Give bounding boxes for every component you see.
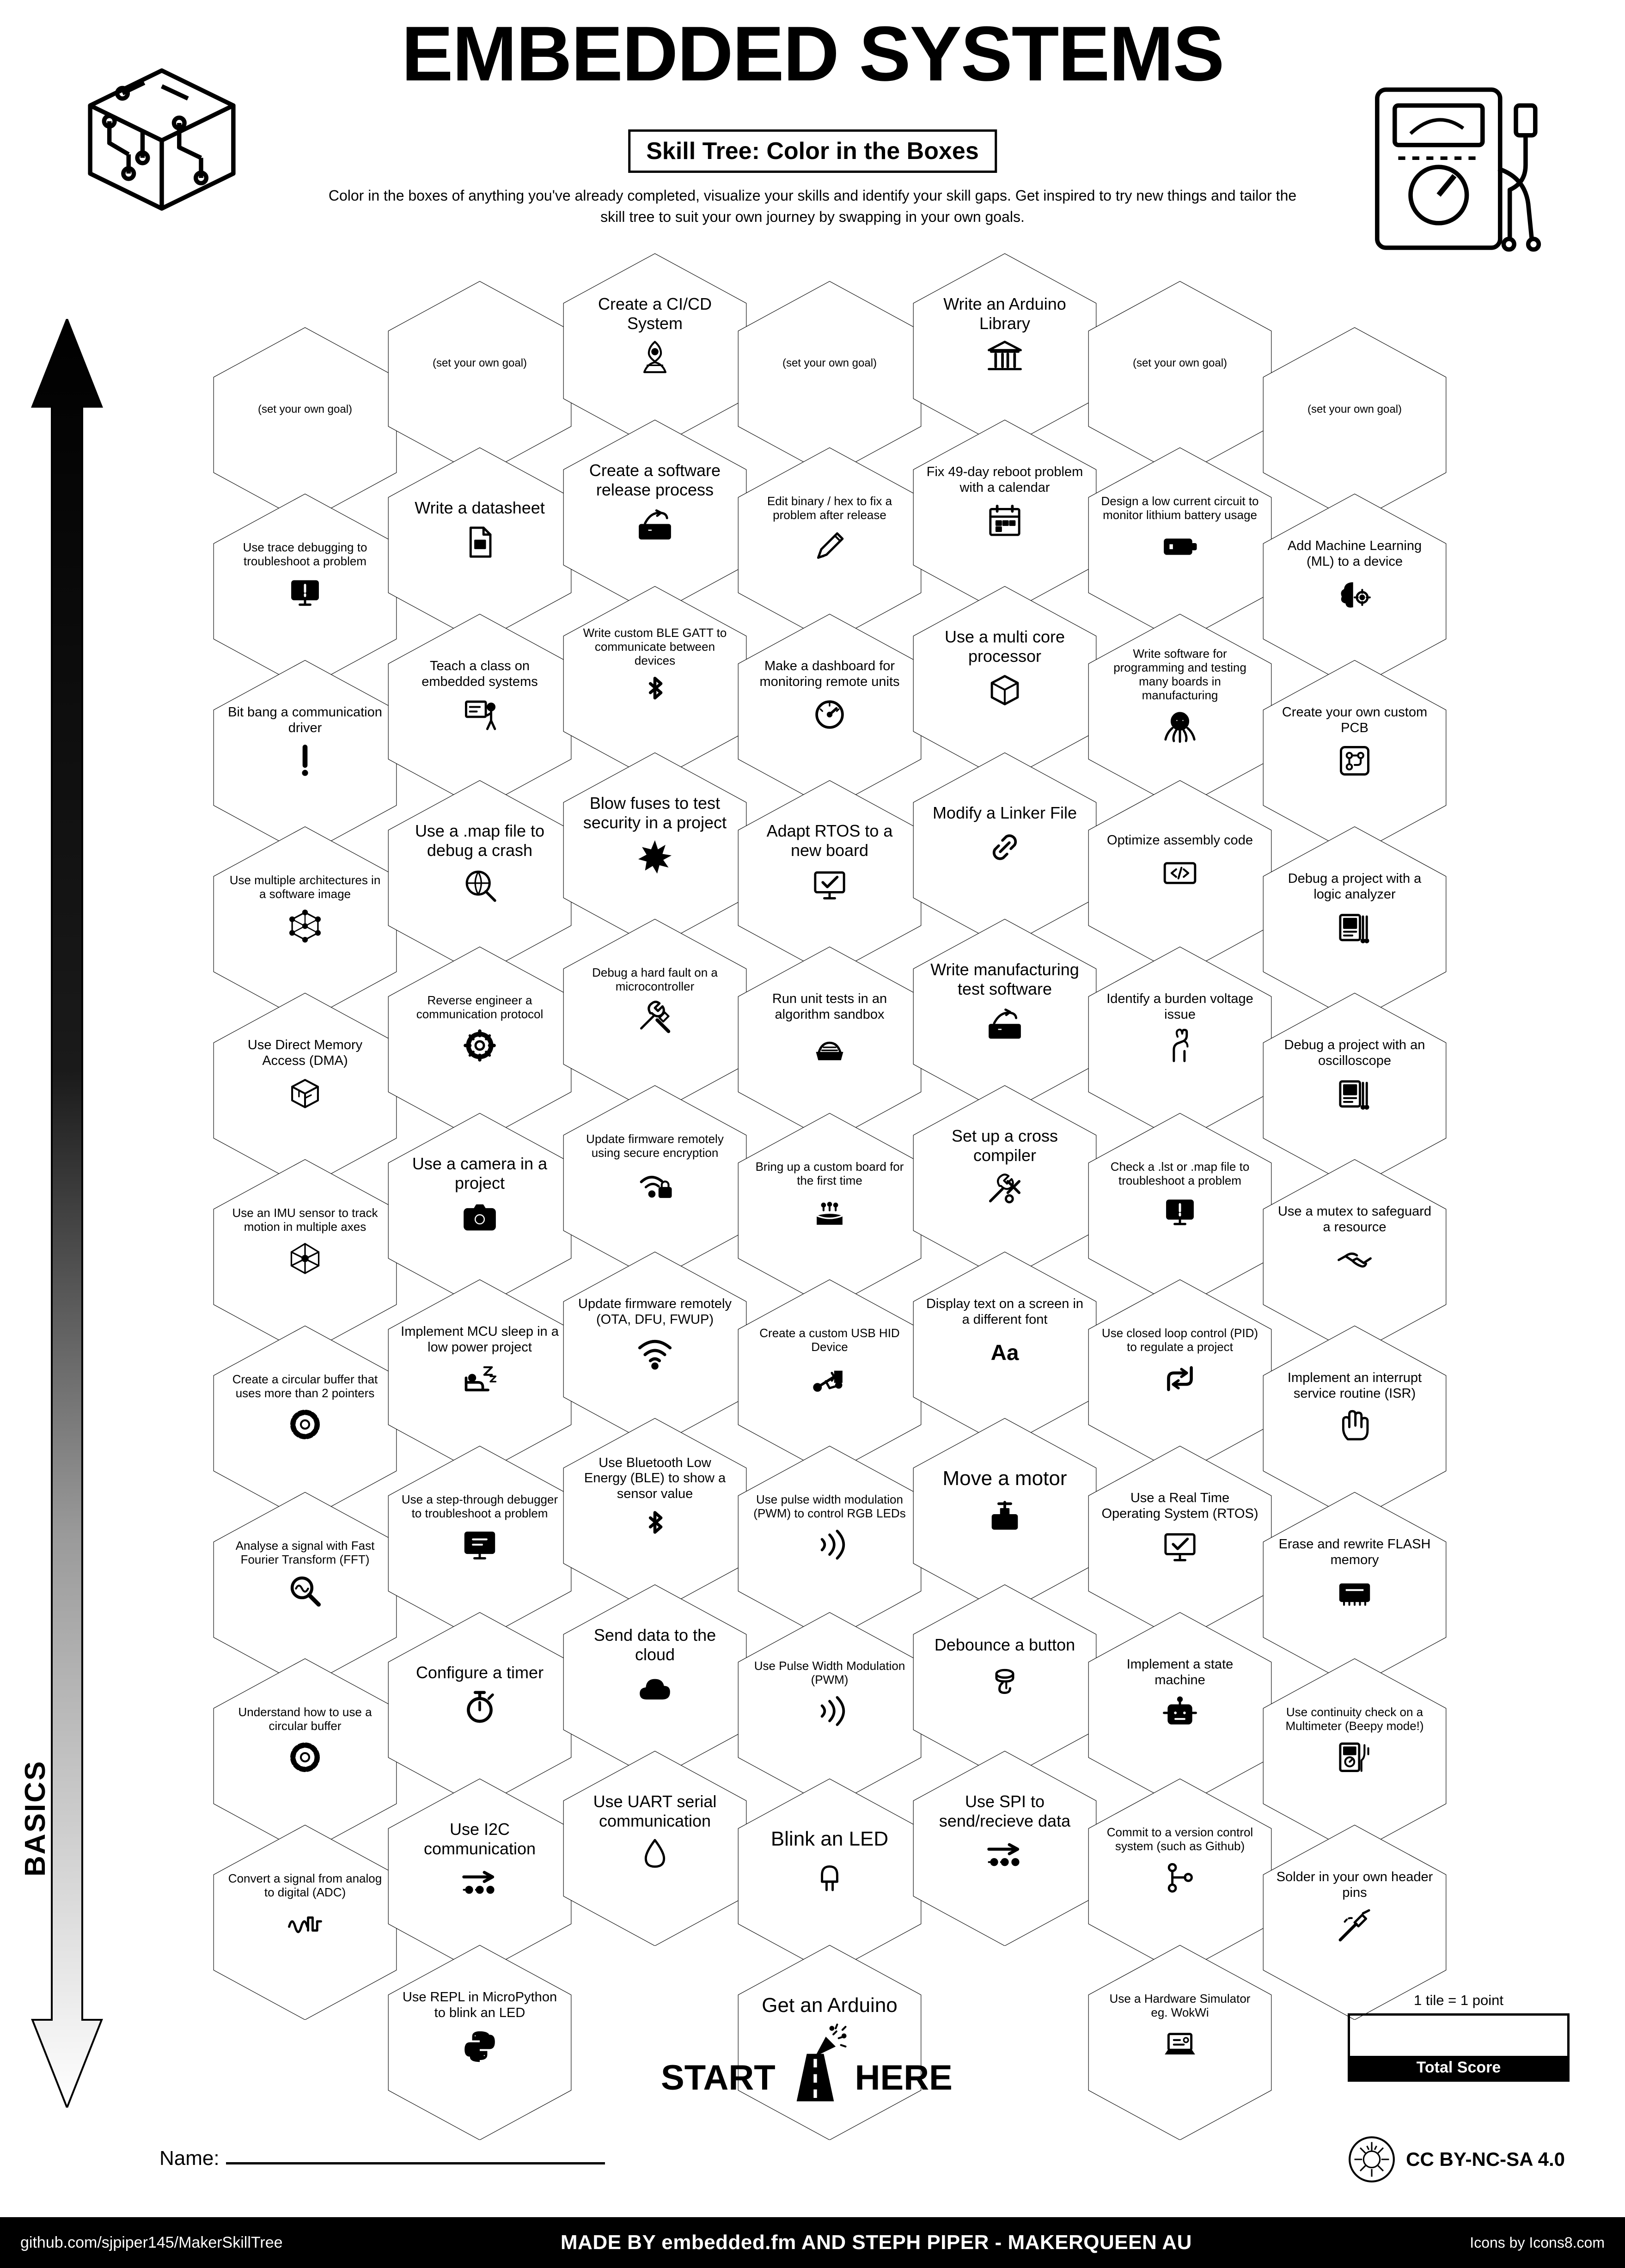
skill-tile[interactable]	[556, 582, 754, 754]
skill-tile[interactable]	[730, 277, 929, 449]
skill-tile-label: (set your own goal)	[1307, 403, 1402, 416]
page-footer	[0, 2217, 1625, 2268]
memory-cube-icon	[286, 1075, 324, 1113]
skill-tile-label: Bring up a custom board for the first time	[755, 1159, 904, 1187]
skill-tile-label: Commit to a version control system (such as Github)	[1106, 1825, 1253, 1853]
skill-tile-label: Edit binary / hex to fix a problem after release	[767, 494, 892, 522]
bluetooth-icon	[636, 1507, 674, 1545]
total-score-box[interactable]	[1348, 2013, 1570, 2082]
party-popper-icon	[811, 2023, 849, 2061]
skill-tile-label: Debounce a button	[934, 1635, 1075, 1655]
skill-tile-label: Use a camera in a project	[412, 1154, 548, 1192]
skill-tile-label: (set your own goal)	[782, 357, 877, 370]
page-title: EMBEDDED SYSTEMS	[401, 10, 1224, 97]
skill-tile[interactable]	[905, 582, 1104, 754]
usb-icon	[811, 1359, 849, 1397]
skill-tile-label: Use continuity check on a Multimeter (Beepy mode!)	[1285, 1705, 1424, 1733]
skill-tile[interactable]	[380, 444, 579, 616]
logic-analyzer-icon	[1336, 908, 1374, 946]
wifi-lock-icon	[636, 1165, 674, 1203]
footer-credit: MADE BY embedded.fm AND STEPH PIPER - MAKERQUEEN AU	[560, 2231, 1192, 2254]
here-word: HERE	[855, 2058, 953, 2097]
skill-tile[interactable]	[905, 915, 1104, 1087]
handshake-icon	[1336, 1241, 1374, 1279]
skill-tile[interactable]	[1081, 1109, 1279, 1281]
skill-tile[interactable]	[730, 1442, 929, 1614]
teacher-board-icon	[461, 696, 499, 734]
skill-tile-label: Use closed loop control (PID) to regulate a project	[1101, 1326, 1258, 1354]
skill-tile-label: Implement MCU sleep in a low power project	[401, 1324, 559, 1355]
skill-tile-label: Use REPL in MicroPython to blink an LED	[402, 1990, 557, 2020]
skill-tile-label: Use I2C communication	[423, 1820, 536, 1858]
skill-tile[interactable]	[730, 1608, 929, 1780]
skill-tile-label: Use pulse width modulation (PWM) to control RGB LEDs	[753, 1492, 906, 1520]
skill-tile-label: Write custom BLE GATT to communicate between devices	[583, 625, 727, 668]
skill-tile[interactable]	[1081, 277, 1279, 449]
skill-tile[interactable]	[556, 915, 754, 1087]
pwm-waves-icon	[811, 1692, 849, 1730]
globe-map-icon	[461, 866, 499, 904]
axis-label-basics: BASICS	[19, 1760, 51, 1877]
skill-tile[interactable]	[1255, 490, 1454, 662]
skill-tile-label: Create a custom USB HID Device	[759, 1326, 900, 1354]
cake-icon	[811, 1193, 849, 1231]
skill-tile-label: Use a step-through debugger to troubleshoot a problem	[401, 1492, 558, 1520]
name-field-row[interactable]	[159, 2147, 605, 2170]
skill-tile-label: Use a Hardware Simulator eg. WokWi	[1109, 1991, 1251, 2019]
skill-tile-label: Write a datasheet	[415, 498, 545, 518]
license-text: CC BY-NC-SA 4.0	[1406, 2148, 1565, 2170]
footer-repo-link[interactable]: github.com/sjpiper145/MakerSkillTree	[20, 2233, 283, 2251]
skill-tile-label: Set up a cross compiler	[951, 1126, 1058, 1165]
pwm-waves-icon	[811, 1526, 849, 1564]
brain-gear-icon	[1336, 575, 1374, 613]
skill-tile[interactable]	[1255, 1821, 1454, 1993]
skill-tile-label: Use a multi core processor	[944, 627, 1065, 666]
bluetooth-icon	[636, 673, 674, 711]
skill-tile[interactable]	[730, 1276, 929, 1448]
skill-tile[interactable]	[556, 1747, 754, 1919]
flash-memory-icon	[1336, 1574, 1374, 1612]
skill-tile-label: Use trace debugging to troubleshoot a problem	[243, 540, 367, 568]
skill-tile-label: Move a motor	[942, 1467, 1067, 1490]
calendar-icon	[986, 501, 1024, 539]
circular-buffer-icon	[286, 1406, 324, 1443]
skill-tile-label: Blow fuses to test security in a project	[583, 794, 727, 832]
sandbox-icon	[811, 1028, 849, 1066]
skill-tile-label: Debug a project with an oscilloscope	[1284, 1038, 1425, 1068]
skill-tile-label: Add Machine Learning (ML) to a device	[1287, 538, 1422, 569]
skill-tile[interactable]	[206, 823, 404, 995]
skill-tile-label: Implement an interrupt service routine (ISR)	[1287, 1370, 1422, 1401]
skill-tile-label: Reverse engineer a communication protocol	[416, 993, 544, 1021]
skill-tile-label: Update firmware remotely using secure encryption	[586, 1131, 724, 1160]
skill-tile[interactable]	[1255, 1655, 1454, 1827]
skill-tile[interactable]	[380, 1775, 579, 1947]
skill-tile[interactable]	[730, 1941, 929, 2113]
skill-tile-label: Use multiple architectures in a software image	[229, 873, 381, 901]
skill-tile-label: Analyse a signal with Fast Fourier Transform (FFT)	[235, 1538, 375, 1566]
skill-tile[interactable]	[556, 1414, 754, 1586]
python-icon	[461, 2027, 499, 2065]
skill-tile[interactable]	[730, 943, 929, 1115]
axes-icon	[286, 1239, 324, 1277]
skill-tile-label: Identify a burden voltage issue	[1106, 991, 1253, 1022]
skill-tile[interactable]	[206, 656, 404, 828]
skill-tile-label: Write an Arduino Library	[943, 294, 1066, 333]
skill-tile[interactable]	[730, 1109, 929, 1281]
bus-line-icon	[461, 1864, 499, 1902]
skill-tile[interactable]	[556, 1248, 754, 1420]
skill-tile[interactable]	[1081, 1941, 1279, 2113]
donkey-icon	[1161, 1028, 1199, 1066]
skill-tile[interactable]	[905, 1581, 1104, 1753]
blast-icon	[636, 838, 674, 876]
soldering-iron-icon	[1336, 1907, 1374, 1944]
skill-tile[interactable]	[380, 1276, 579, 1448]
skill-tile-label: Implement a state machine	[1126, 1657, 1234, 1687]
skill-tile-label: Create your own custom PCB	[1282, 705, 1428, 735]
skill-tile[interactable]	[206, 1322, 404, 1494]
axis-label-advanced: ADVANCED	[19, 198, 51, 370]
skill-tile-label: Use Bluetooth Low Energy (BLE) to show a sensor value	[584, 1455, 726, 1501]
skill-tile[interactable]	[1081, 1775, 1279, 1947]
gauge-icon	[811, 696, 849, 734]
skill-tile-label: Blink an LED	[770, 1828, 889, 1851]
skill-tile-label: Use Pulse Width Modulation (PWM)	[754, 1658, 905, 1687]
skill-tile[interactable]	[905, 250, 1104, 422]
skill-tile[interactable]	[206, 989, 404, 1161]
tile-point-note: 1 tile = 1 point	[1414, 1992, 1503, 2008]
wifi-icon	[636, 1333, 674, 1371]
skill-tile-label: Design a low current circuit to monitor lithium battery usage	[1101, 494, 1259, 522]
multimeter-small-icon	[1336, 1738, 1374, 1776]
cc-icon	[1348, 2135, 1396, 2183]
skill-tile-label: Write software for programming and testing many boards in manufacturing	[1113, 646, 1246, 703]
press-button-icon	[986, 1660, 1024, 1698]
loop-arrow-icon	[1161, 1359, 1199, 1397]
monitor-check-icon	[1161, 1528, 1199, 1565]
skill-tile-label: Check a .lst or .map file to troubleshoot a problem	[1110, 1159, 1250, 1187]
pcb-icon	[1336, 742, 1374, 780]
skill-tile[interactable]	[380, 1442, 579, 1614]
skill-tile[interactable]	[206, 490, 404, 662]
skill-tile-label: Configure a timer	[415, 1663, 544, 1682]
skill-tile[interactable]	[1255, 1488, 1454, 1660]
skill-tile[interactable]	[730, 610, 929, 782]
skill-tile-label: Write manufacturing test software	[930, 960, 1079, 998]
bus-line-icon	[986, 1836, 1024, 1874]
debugger-screen-icon	[461, 1526, 499, 1564]
skill-tile[interactable]	[1255, 324, 1454, 495]
skill-tile[interactable]	[1255, 989, 1454, 1161]
skill-tile-label: Create a CI/CD System	[598, 294, 712, 333]
name-input-line[interactable]	[226, 2162, 605, 2164]
monitor-alert-icon	[286, 574, 324, 611]
skill-tile-label: Optimize assembly code	[1107, 833, 1253, 848]
laptop-sim-icon	[1161, 2025, 1199, 2063]
skill-tile-label: Run unit tests in an algorithm sandbox	[772, 991, 887, 1022]
skill-tile-label: Bit bang a communication driver	[228, 705, 382, 735]
wrench-screwdriver-icon	[636, 999, 674, 1037]
start-word: START	[661, 2058, 776, 2097]
skill-tile[interactable]	[380, 1941, 579, 2113]
skill-tile[interactable]	[730, 444, 929, 616]
skill-tile[interactable]	[730, 776, 929, 948]
skill-tile[interactable]	[206, 1155, 404, 1327]
skill-tile[interactable]	[556, 250, 754, 422]
skill-tile[interactable]	[206, 1488, 404, 1660]
skill-tile[interactable]	[1255, 656, 1454, 828]
sleep-bed-icon	[461, 1361, 499, 1399]
circular-buffer-icon	[286, 1738, 324, 1776]
link-icon	[986, 828, 1024, 866]
skill-tile[interactable]	[380, 1109, 579, 1281]
skill-tile[interactable]	[905, 1747, 1104, 1919]
skill-tile-label: Use a Real Time Operating System (RTOS)	[1101, 1491, 1258, 1521]
footer-icons-credit: Icons by Icons8.com	[1470, 2234, 1605, 2251]
skill-tile-label: Send data to the cloud	[593, 1626, 716, 1664]
factory-box-icon	[986, 1004, 1024, 1042]
motor-icon	[986, 1496, 1024, 1534]
skill-tile-label: (set your own goal)	[257, 403, 353, 416]
skill-tile[interactable]	[905, 416, 1104, 588]
skill-tile[interactable]	[380, 610, 579, 782]
cloud-icon	[636, 1670, 674, 1708]
total-score-label: Total Score	[1350, 2056, 1567, 2079]
skill-tile-label: Use Direct Memory Access (DMA)	[247, 1038, 363, 1068]
skill-tile-label: Understand how to use a circular buffer	[238, 1705, 372, 1733]
skill-tile-label: Use an IMU sensor to track motion in multiple axes	[232, 1205, 378, 1234]
cube-nodes-icon	[286, 906, 324, 944]
skill-tile[interactable]	[556, 1581, 754, 1753]
skill-tile[interactable]	[380, 1608, 579, 1780]
robot-icon	[1161, 1694, 1199, 1732]
page-subtitle: Skill Tree: Color in the Boxes	[628, 129, 997, 173]
skill-tile-label: Update firmware remotely (OTA, DFU, FWUP)	[578, 1296, 732, 1327]
skill-tile[interactable]	[1081, 1608, 1279, 1780]
skill-tile[interactable]	[1081, 1442, 1279, 1614]
skill-tile-label: Display text on a screen in a different font	[926, 1296, 1084, 1327]
name-label: Name:	[159, 2147, 220, 2170]
skill-tile-label: Convert a signal from analog to digital (ADC)	[228, 1871, 382, 1899]
camera-icon	[461, 1198, 499, 1236]
skill-tile[interactable]	[1255, 1155, 1454, 1327]
skill-tile-label: Adapt RTOS to a new board	[766, 821, 893, 860]
monitor-check-icon	[811, 866, 849, 904]
tools-icon	[986, 1171, 1024, 1209]
skill-tile-label: (set your own goal)	[432, 357, 527, 370]
led-icon	[811, 1857, 849, 1895]
skill-tile-label: Create a circular buffer that uses more than 2 pointers	[232, 1372, 378, 1400]
chip-cube-icon	[986, 672, 1024, 709]
skill-tile[interactable]	[730, 1775, 929, 1947]
skill-tile[interactable]	[380, 943, 579, 1115]
skill-tile[interactable]	[556, 749, 754, 921]
document-icon	[461, 523, 499, 561]
stopwatch-icon	[461, 1688, 499, 1726]
skill-tile[interactable]	[1081, 776, 1279, 948]
skill-tile-label: (set your own goal)	[1132, 357, 1228, 370]
gear-reverse-icon	[461, 1027, 499, 1064]
git-branch-icon	[1161, 1858, 1199, 1896]
skill-tile[interactable]	[905, 749, 1104, 921]
drop-icon	[636, 1836, 674, 1874]
skill-tile[interactable]	[380, 277, 579, 449]
skill-tile[interactable]	[556, 416, 754, 588]
signal-magnifier-icon	[286, 1572, 324, 1610]
library-icon	[986, 339, 1024, 377]
skill-tile[interactable]	[380, 776, 579, 948]
skill-tile[interactable]	[556, 1082, 754, 1253]
skill-tile[interactable]	[1081, 610, 1279, 782]
skill-tile-label: Create a software release process	[589, 461, 721, 499]
release-box-icon	[636, 505, 674, 543]
skill-tile[interactable]	[905, 1414, 1104, 1586]
skill-tile-label: Teach a class on embedded systems	[422, 659, 538, 689]
skill-tile-label: Get an Arduino	[762, 1994, 898, 2017]
skill-tile[interactable]	[1255, 1322, 1454, 1494]
skill-tile-label: Use SPI to send/recieve data	[939, 1792, 1071, 1830]
skill-tile[interactable]	[206, 1655, 404, 1827]
skill-tile[interactable]	[206, 324, 404, 495]
monitor-alert-icon	[1161, 1193, 1199, 1231]
waveform-adc-icon	[286, 1905, 324, 1943]
pipeline-icon	[636, 339, 674, 377]
skill-tile[interactable]	[1081, 1276, 1279, 1448]
skill-tile-label: Use a .map file to debug a crash	[415, 821, 545, 860]
battery-icon	[1161, 527, 1199, 565]
skill-tile-label: Use a mutex to safeguard a resource	[1277, 1204, 1432, 1235]
skill-tile-label: Use UART serial communication	[593, 1792, 717, 1830]
octopus-icon	[1161, 708, 1199, 746]
font-aa-icon	[986, 1333, 1024, 1371]
skill-tile[interactable]	[206, 1821, 404, 1993]
skill-tile-label: Debug a hard fault on a microcontroller	[592, 965, 718, 993]
skill-tile-label: Fix 49-day reboot problem with a calendar	[926, 465, 1083, 495]
skill-tile[interactable]	[1081, 943, 1279, 1115]
skill-tile-label: Debug a project with a logic analyzer	[1288, 871, 1422, 902]
score-panel	[1348, 1992, 1570, 2082]
svg-text:Aa: Aa	[990, 1340, 1019, 1365]
skill-tile-label: Modify a Linker File	[932, 803, 1077, 823]
oscilloscope-icon	[1336, 1075, 1374, 1113]
skill-tile[interactable]	[1081, 444, 1279, 616]
intro-paragraph: Color in the boxes of anything you've already completed, visualize your skills and identify your skill gaps. Get inspired to try new things and tailor the skill tree to suit your own journey by swapping in your own goals.	[328, 187, 1297, 226]
license-row	[1348, 2135, 1565, 2183]
skill-tile[interactable]	[1255, 823, 1454, 995]
exclamation-icon	[286, 742, 324, 780]
hand-stop-icon	[1336, 1407, 1374, 1445]
skill-tile-label: Solder in your own header pins	[1276, 1870, 1433, 1900]
skill-tile[interactable]	[905, 1082, 1104, 1253]
skill-tile-label: Make a dashboard for monitoring remote units	[759, 659, 900, 689]
code-brackets-icon	[1161, 854, 1199, 892]
pencil-icon	[811, 527, 849, 565]
skill-tile-label: Erase and rewrite FLASH memory	[1278, 1537, 1431, 1567]
skill-tile[interactable]	[905, 1248, 1104, 1420]
